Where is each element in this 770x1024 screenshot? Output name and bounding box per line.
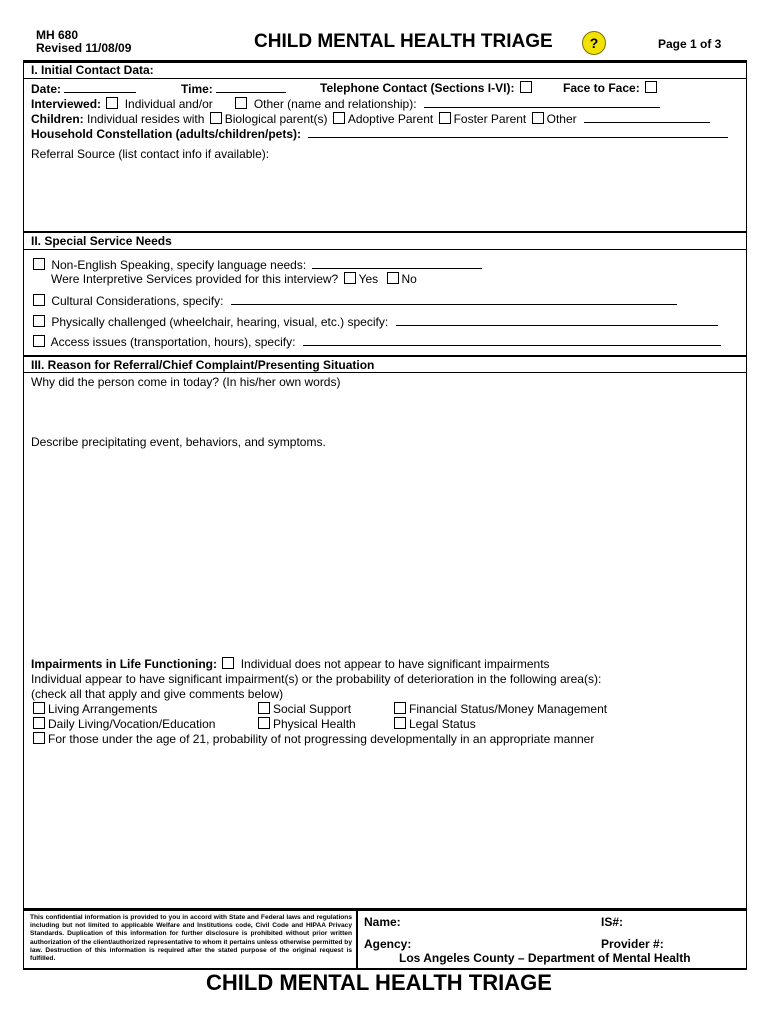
divider: [24, 249, 747, 250]
confidentiality-notice: This confidential information is provided to you in accord with State and Federal laws and regulations including but not limited to applicable Welfare and Institutions code, Civil Code and HIPAA Privacy Standards. Duplication of this information for further disclosure is prohibited without prior written authorization of the client/authorized representative to whom it pertains unless otherwise permitted by law. Destruction of this information is required after the stated purpose of the original request is fulfilled.: [30, 914, 352, 963]
time-row: [181, 81, 286, 96]
impairments-row: [31, 657, 550, 671]
name-label: Name:: [364, 915, 401, 929]
children-row: [31, 111, 710, 126]
bio-parent-checkbox[interactable]: [210, 112, 222, 124]
face-label: Face to Face:: [563, 81, 640, 95]
comments-area[interactable]: [28, 750, 742, 906]
financial-item: [392, 702, 607, 716]
non-english-checkbox[interactable]: [33, 258, 45, 270]
daily-label: Daily Living/Vocation/Education: [48, 717, 216, 731]
physical-row: [31, 314, 718, 329]
telephone-label: Telephone Contact (Sections I-VI):: [320, 81, 515, 95]
health-checkbox[interactable]: [258, 717, 270, 729]
divider: [24, 231, 747, 233]
physical-label: Physically challenged (wheelchair, hearing, visual, etc.) specify:: [51, 315, 389, 329]
household-field[interactable]: [308, 126, 728, 138]
time-label: Time:: [181, 82, 213, 96]
legal-checkbox[interactable]: [394, 717, 406, 729]
cultural-row: [31, 293, 677, 308]
telephone-checkbox[interactable]: [520, 81, 532, 93]
daily-item: [31, 717, 215, 731]
language-field[interactable]: [312, 257, 482, 269]
non-english-row: [31, 257, 482, 272]
children-label: Children:: [31, 112, 84, 126]
page-title: CHILD MENTAL HEALTH TRIAGE: [254, 31, 553, 52]
under21-checkbox[interactable]: [33, 732, 45, 744]
foster-label: Foster Parent: [453, 112, 527, 126]
frame-right: [746, 60, 747, 970]
date-field[interactable]: [64, 81, 136, 93]
time-field[interactable]: [216, 81, 286, 93]
referral-label: Referral Source (list contact info if available):: [31, 147, 270, 161]
describe-area[interactable]: [28, 451, 742, 651]
foster-checkbox[interactable]: [439, 112, 451, 124]
footer-rule: [24, 908, 747, 911]
face-row: [563, 81, 660, 95]
financial-checkbox[interactable]: [394, 702, 406, 714]
face-to-face-checkbox[interactable]: [645, 81, 657, 93]
other-resides-checkbox[interactable]: [532, 112, 544, 124]
provider-label: Provider #:: [601, 937, 664, 951]
health-item: [256, 717, 356, 731]
referral-area[interactable]: [28, 162, 742, 230]
access-label: Access issues (transportation, hours), specify:: [50, 335, 296, 349]
section1-heading: I. Initial Contact Data:: [31, 63, 154, 77]
adoptive-checkbox[interactable]: [333, 112, 345, 124]
other-checkbox[interactable]: [235, 97, 247, 109]
divider: [24, 372, 747, 373]
social-checkbox[interactable]: [258, 702, 270, 714]
frame-left: [23, 60, 24, 970]
interviewed-label: Interviewed:: [31, 97, 102, 111]
other-name-label: Other (name and relationship):: [253, 97, 417, 111]
describe-label: Describe precipitating event, behaviors, and symptoms.: [31, 435, 326, 449]
no-label: No: [401, 272, 417, 286]
resides-with-label: Individual resides with: [87, 112, 205, 126]
living-checkbox[interactable]: [33, 702, 45, 714]
individual-label: Individual and/or: [124, 97, 213, 111]
divider: [24, 78, 747, 79]
bottom-title: CHILD MENTAL HEALTH TRIAGE: [206, 970, 552, 995]
bio-parent-label: Biological parent(s): [224, 112, 328, 126]
date-label: Date:: [31, 82, 62, 96]
physical-checkbox[interactable]: [33, 315, 45, 327]
footer-divider: [356, 910, 358, 969]
cultural-field[interactable]: [231, 293, 677, 305]
living-label: Living Arrangements: [48, 702, 158, 716]
financial-label: Financial Status/Money Management: [409, 702, 608, 716]
telephone-row: [320, 81, 535, 95]
no-impairments-checkbox[interactable]: [222, 657, 234, 669]
physical-field[interactable]: [396, 314, 718, 326]
appear-line: Individual appear to have significant impairment(s) or the probability of deterioration in the following area(s):: [31, 672, 602, 686]
is-number-label: IS#:: [601, 915, 624, 929]
section3-heading: III. Reason for Referral/Chief Complaint/Presenting Situation: [31, 358, 375, 372]
individual-checkbox[interactable]: [106, 97, 118, 109]
access-checkbox[interactable]: [33, 335, 45, 347]
date-row: [31, 81, 136, 96]
yes-label: Yes: [358, 272, 379, 286]
under21-item: [31, 732, 594, 746]
adoptive-label: Adoptive Parent: [347, 112, 434, 126]
access-field[interactable]: [303, 334, 721, 346]
interpretive-label: Were Interpretive Services provided for this interview?: [51, 272, 339, 286]
revised-date: Revised 11/08/09: [36, 41, 132, 55]
health-label: Physical Health: [273, 717, 356, 731]
interviewed-row: [31, 96, 660, 111]
legal-label: Legal Status: [409, 717, 476, 731]
check-all-line: (check all that apply and give comments below): [31, 687, 284, 701]
cultural-label: Cultural Considerations, specify:: [51, 294, 224, 308]
impairments-label: Impairments in Life Functioning:: [31, 657, 217, 671]
interpretive-row: [51, 272, 417, 286]
no-checkbox[interactable]: [387, 272, 399, 284]
cultural-checkbox[interactable]: [33, 294, 45, 306]
other-resides-label: Other: [546, 112, 577, 126]
social-label: Social Support: [273, 702, 352, 716]
non-english-label: Non-English Speaking, specify language needs:: [51, 258, 307, 272]
daily-checkbox[interactable]: [33, 717, 45, 729]
other-name-field[interactable]: [424, 96, 660, 108]
social-item: [256, 702, 351, 716]
no-impairments-label: Individual does not appear to have significant impairments: [240, 657, 550, 671]
access-row: [31, 334, 721, 349]
household-row: [31, 126, 728, 141]
yes-checkbox[interactable]: [344, 272, 356, 284]
living-item: [31, 702, 157, 716]
other-resides-field[interactable]: [584, 111, 710, 123]
section2-heading: II. Special Service Needs: [31, 234, 172, 248]
household-label: Household Constellation (adults/children/pets):: [31, 127, 302, 141]
form-number: MH 680: [36, 28, 79, 42]
legal-item: [392, 717, 476, 731]
why-area[interactable]: [28, 391, 742, 433]
page-number: Page 1 of 3: [658, 37, 722, 51]
divider: [24, 355, 747, 357]
help-icon[interactable]: ?: [582, 31, 606, 55]
under21-label: For those under the age of 21, probability of not progressing developmentally in an appropriate manner: [48, 732, 595, 746]
why-label: Why did the person come in today? (In his/her own words): [31, 375, 341, 389]
agency-label: Agency:: [364, 937, 412, 951]
organization-name: Los Angeles County – Department of Mental Health: [399, 951, 691, 965]
